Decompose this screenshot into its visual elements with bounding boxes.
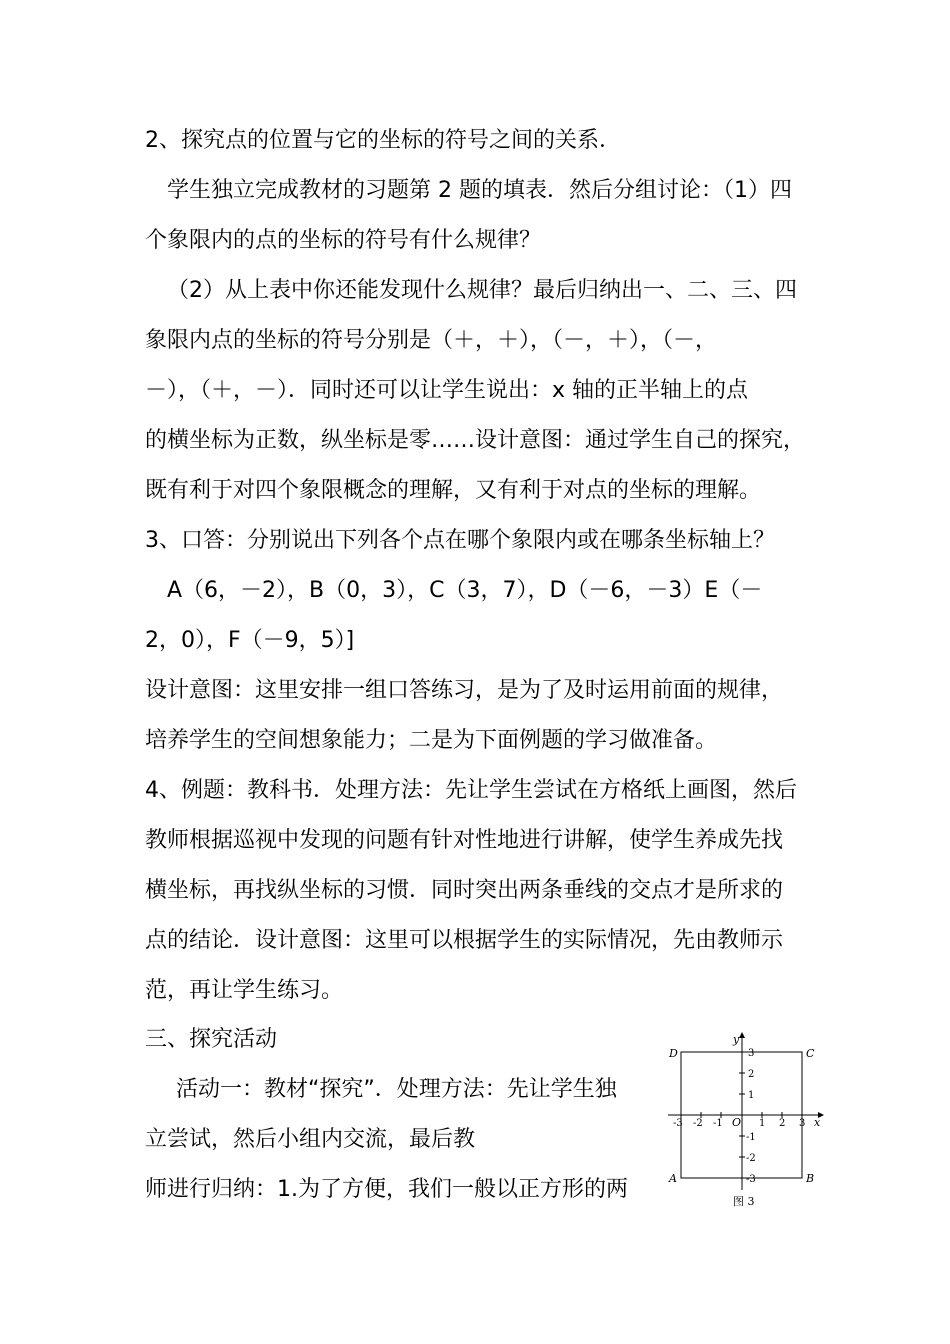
- x-tick-label: 3: [799, 1118, 806, 1129]
- x-axis-label: x: [814, 1116, 821, 1129]
- corner-label-b: B: [806, 1172, 815, 1185]
- text-line-13: 培养学生的空间想象能力；二是为下面例题的学习做准备。: [145, 728, 718, 753]
- text-line-16: 横坐标，再找纵坐标的习惯．同时突出两条垂线的交点才是所求的: [145, 878, 784, 903]
- corner-label-d: D: [669, 1047, 678, 1060]
- origin-label: O: [732, 1116, 742, 1129]
- text-line-10: A（6，－2），B（0，3），C（3，7），D（－6，－3）E（－: [167, 578, 763, 603]
- section-heading: 三、探究活动: [145, 1027, 278, 1052]
- text-line-4: （2）从上表中你还能发现什么规律？最后归纳出一、二、三、四: [167, 278, 797, 303]
- y-tick-label: -2: [746, 1153, 756, 1164]
- x-tick-label: 1: [759, 1118, 766, 1129]
- text-line-22: 师进行归纳：1.为了方便，我们一般以正方形的两: [145, 1177, 628, 1202]
- text-line-12: 设计意图：这里安排一组口答练习，是为了及时运用前面的规律，: [145, 678, 784, 703]
- text-line-21: 立尝试，然后小组内交流，最后教: [145, 1127, 476, 1152]
- text-line-3: 个象限内的点的坐标的符号有什么规律？: [145, 228, 542, 253]
- text-line-2: 学生独立完成教材的习题第 2 题的填表．然后分组讨论：（1）四: [167, 178, 792, 203]
- x-tick-label: -2: [693, 1118, 703, 1129]
- text-line-8: 既有利于对四个象限概念的理解，又有利于对点的坐标的理解。: [145, 478, 762, 503]
- text-line-6: －），（＋，－）．同时还可以让学生说出：x 轴的正半轴上的点: [145, 378, 749, 403]
- y-tick-label: 2: [748, 1069, 755, 1080]
- text-line-5: 象限内点的坐标的符号分别是（＋，＋），（－，＋），（－，: [145, 328, 718, 353]
- y-tick-label: 3: [748, 1048, 755, 1059]
- x-tick-label: -1: [713, 1118, 723, 1129]
- y-tick-label: -1: [746, 1132, 756, 1143]
- text-line-9: 3、口答：分别说出下列各个点在哪个象限内或在哪条坐标轴上？: [145, 528, 775, 553]
- corner-label-a: A: [669, 1172, 677, 1185]
- text-line-17: 点的结论．设计意图：这里可以根据学生的实际情况，先由教师示: [145, 928, 784, 953]
- figure-caption: 图 3: [733, 1195, 755, 1208]
- text-line-15: 教师根据巡视中发现的问题有针对性地进行讲解，使学生养成先找: [145, 828, 784, 853]
- figure-3-coordinate-diagram: [660, 1030, 830, 1212]
- x-tick-label: 2: [779, 1118, 786, 1129]
- corner-label-c: C: [806, 1047, 815, 1060]
- y-tick-label: 1: [748, 1090, 755, 1101]
- text-line-20: 活动一：教材“探究”．处理方法：先让学生独: [176, 1077, 617, 1102]
- y-axis-label: y: [733, 1033, 740, 1046]
- text-line-14: 4、例题：教科书．处理方法：先让学生尝试在方格纸上画图，然后: [145, 778, 797, 803]
- x-tick-label: -3: [673, 1118, 683, 1129]
- text-line-11: 2，0），F（－9，5）]: [145, 628, 355, 653]
- text-line-1: 2、探究点的位置与它的坐标的符号之间的关系．: [145, 128, 621, 153]
- text-line-18: 范，再让学生练习。: [145, 978, 344, 1003]
- y-tick-label: -3: [746, 1174, 756, 1185]
- text-line-7: 的横坐标为正数，纵坐标是零……设计意图：通过学生自己的探究，: [145, 428, 806, 453]
- y-axis-arrow: [739, 1032, 745, 1038]
